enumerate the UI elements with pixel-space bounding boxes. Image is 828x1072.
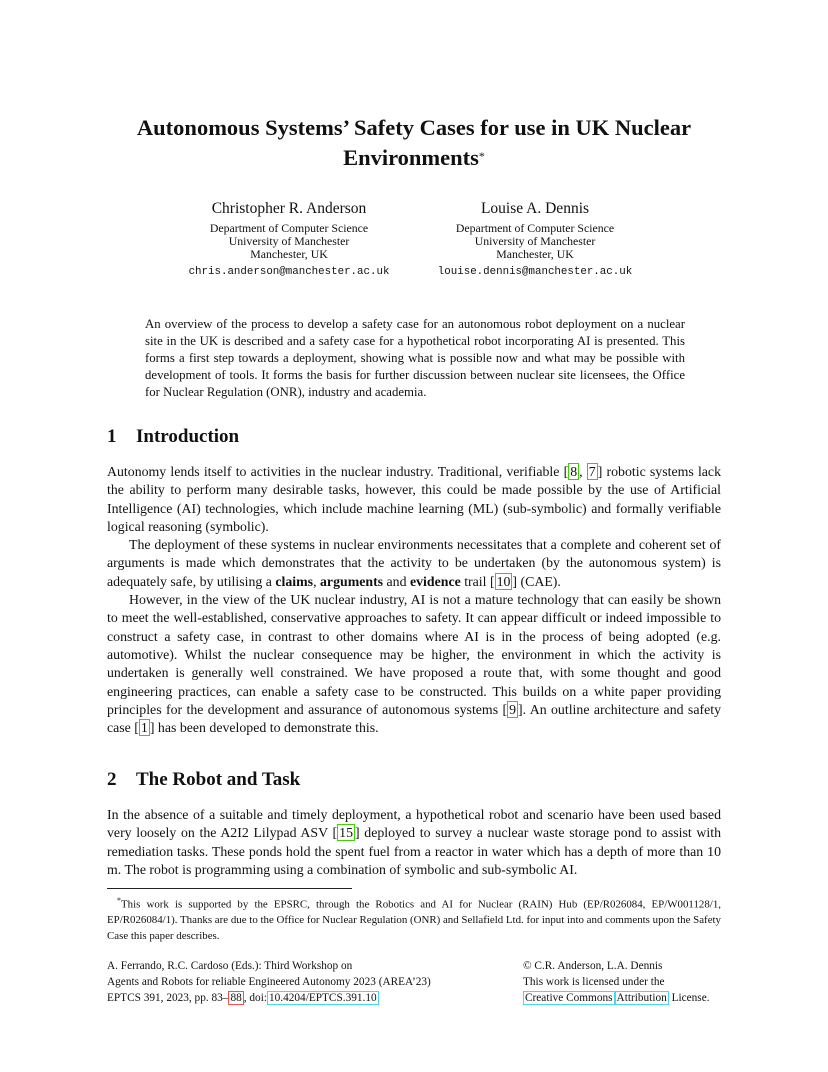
citation-link[interactable]: 7 — [588, 464, 596, 479]
author-university: University of Manchester — [474, 234, 596, 248]
author-email: louise.dennis@manchester.ac.uk — [437, 266, 633, 278]
author-block-anderson — [149, 198, 429, 279]
paragraph: However, in the view of the UK nuclear industry, AI is not a mature technology that can easily be shown to meet the well-established, conservative approaches to safety. It can appear difficult or indeed impossible to construct a safety case, in contrast to other domains where AI is in the process of being adopted (e.g. automotive). Whilst the nuclear consequence may be higher, the environment in which the activity is undertaken is generally well constrained. We have proposed a route that, with some thought and good engineering practices, can enable a safety case to be constructed. This builds on a white paper providing principles for the development and assurance of autonomous systems [ 9 ]. An outline architecture and safety case [ 1 ] has been developed to demonstrate this. — [107, 592, 721, 736]
section-number: 2 — [107, 769, 117, 790]
title-line-1: Autonomous Systems’ Safety Cases for use in UK Nuclear — [136, 115, 692, 140]
citation-link[interactable]: 10 — [496, 573, 511, 589]
creative-commons-link[interactable]: Creative Commons — [525, 992, 613, 1004]
license-statement: This work is licensed under the — [523, 976, 665, 988]
author-department: Department of Computer Science — [209, 221, 369, 235]
author-location: Manchester, UK — [250, 247, 328, 261]
attribution-link[interactable]: Attribution — [616, 992, 667, 1004]
footnote — [107, 893, 721, 944]
citation-link[interactable]: 15 — [339, 825, 354, 841]
footnote-marker: * — [117, 896, 121, 905]
emphasis-arguments: arguments — [320, 573, 384, 589]
paragraph: Autonomy lends itself to activities in the nuclear industry. Traditional, verifiable [ 8 , 7 ] robotic systems lack the ability to perform many desirable tasks, however, this could be made possible by the use of Artificial Intelligence (AI) technologies, which include machine learning (ML) (sub-symbolic) and formally verifiable logical reasoning (symbolic). — [107, 464, 721, 534]
abstract: An overview of the process to develop a safety case for an autonomous robot deployment on a nuclear site in the UK is described and a safety case for a hypothetical robot incorporating AI is presented. This forms a first step towards a deployment, showing what is possible now and what may be possible with development of tools. It forms the basis for further discussion between nuclear site licensees, the Office for Nuclear Regulation (ONR), industry and academia. — [145, 317, 685, 399]
section-heading-introduction — [107, 425, 239, 449]
footnote-text: This work is supported by the EPSRC, through the Robotics and AI for Nuclear (RAIN) Hub (EP/R026084, EP/W001128/1, EP/R026084/1). Thanks are due to the Office for Nuclear Regulation (ONR) and Sellafield Ltd. for input into and comments upon the Safety Case this paper describes. — [107, 898, 721, 942]
citation-link[interactable]: 1 — [140, 720, 148, 736]
footnote-divider — [107, 888, 352, 889]
introduction-body — [107, 463, 721, 737]
section-heading-robot-and-task — [107, 768, 300, 792]
citation-link[interactable]: 9 — [509, 701, 517, 717]
copyright-notice: © C.R. Anderson, L.A. Dennis — [523, 960, 663, 972]
section-number: 1 — [107, 426, 117, 447]
license-links: Creative Commons Attribution License. — [525, 992, 710, 1004]
last-page-link[interactable]: 88 — [230, 992, 242, 1004]
author-name: Christopher R. Anderson — [211, 200, 367, 217]
section-title: The Robot and Task — [136, 769, 301, 790]
publication-editors: A. Ferrando, R.C. Cardoso (Eds.): Third Workshop on — [107, 960, 353, 972]
publication-workshop: Agents and Robots for reliable Engineered Autonomy 2023 (AREA’23) — [107, 976, 431, 988]
title-footnote-marker[interactable]: * — [478, 149, 485, 163]
paragraph: In the absence of a suitable and timely deployment, a hypothetical robot and scenario have been used based very loosely on the A2I2 Lilypad ASV [ 15 ] deployed to survey a nuclear waste storage pond to assist with remediation tasks. These ponds hold the spent fuel from a reactor in water which has a depth of more than 10 m. The robot is programming using a combination of symbolic and sub-symbolic AI. — [107, 807, 722, 877]
author-department: Department of Computer Science — [455, 221, 615, 235]
doi-link[interactable]: 10.4204/EPTCS.391.10 — [268, 992, 377, 1004]
citation-link[interactable]: 8 — [570, 464, 578, 479]
robot-task-body — [107, 806, 721, 879]
paragraph: The deployment of these systems in nuclear environments necessitates that a complete and coherent set of arguments is made which demonstrates that the activity to be undertaken (by the autonomous system) is adequately safe, by utilising a claims, arguments and evidence trail [ 10 ] (CAE). — [107, 537, 721, 589]
section-title: Introduction — [136, 426, 240, 447]
author-block-dennis — [395, 198, 675, 279]
author-university: University of Manchester — [228, 234, 350, 248]
paper-title — [0, 113, 828, 173]
publication-series: EPTCS 391, 2023, pp. 83– 88 , doi: 10.4204/EPTCS.391.10 — [107, 992, 377, 1004]
emphasis-claims: claims — [275, 573, 314, 589]
title-line-2: Environments — [343, 145, 479, 170]
author-email: chris.anderson@manchester.ac.uk — [188, 266, 390, 278]
license-info — [523, 958, 710, 1006]
emphasis-evidence: evidence — [409, 573, 461, 589]
publication-info — [107, 958, 431, 1006]
author-name: Louise A. Dennis — [480, 200, 590, 217]
author-location: Manchester, UK — [496, 247, 574, 261]
